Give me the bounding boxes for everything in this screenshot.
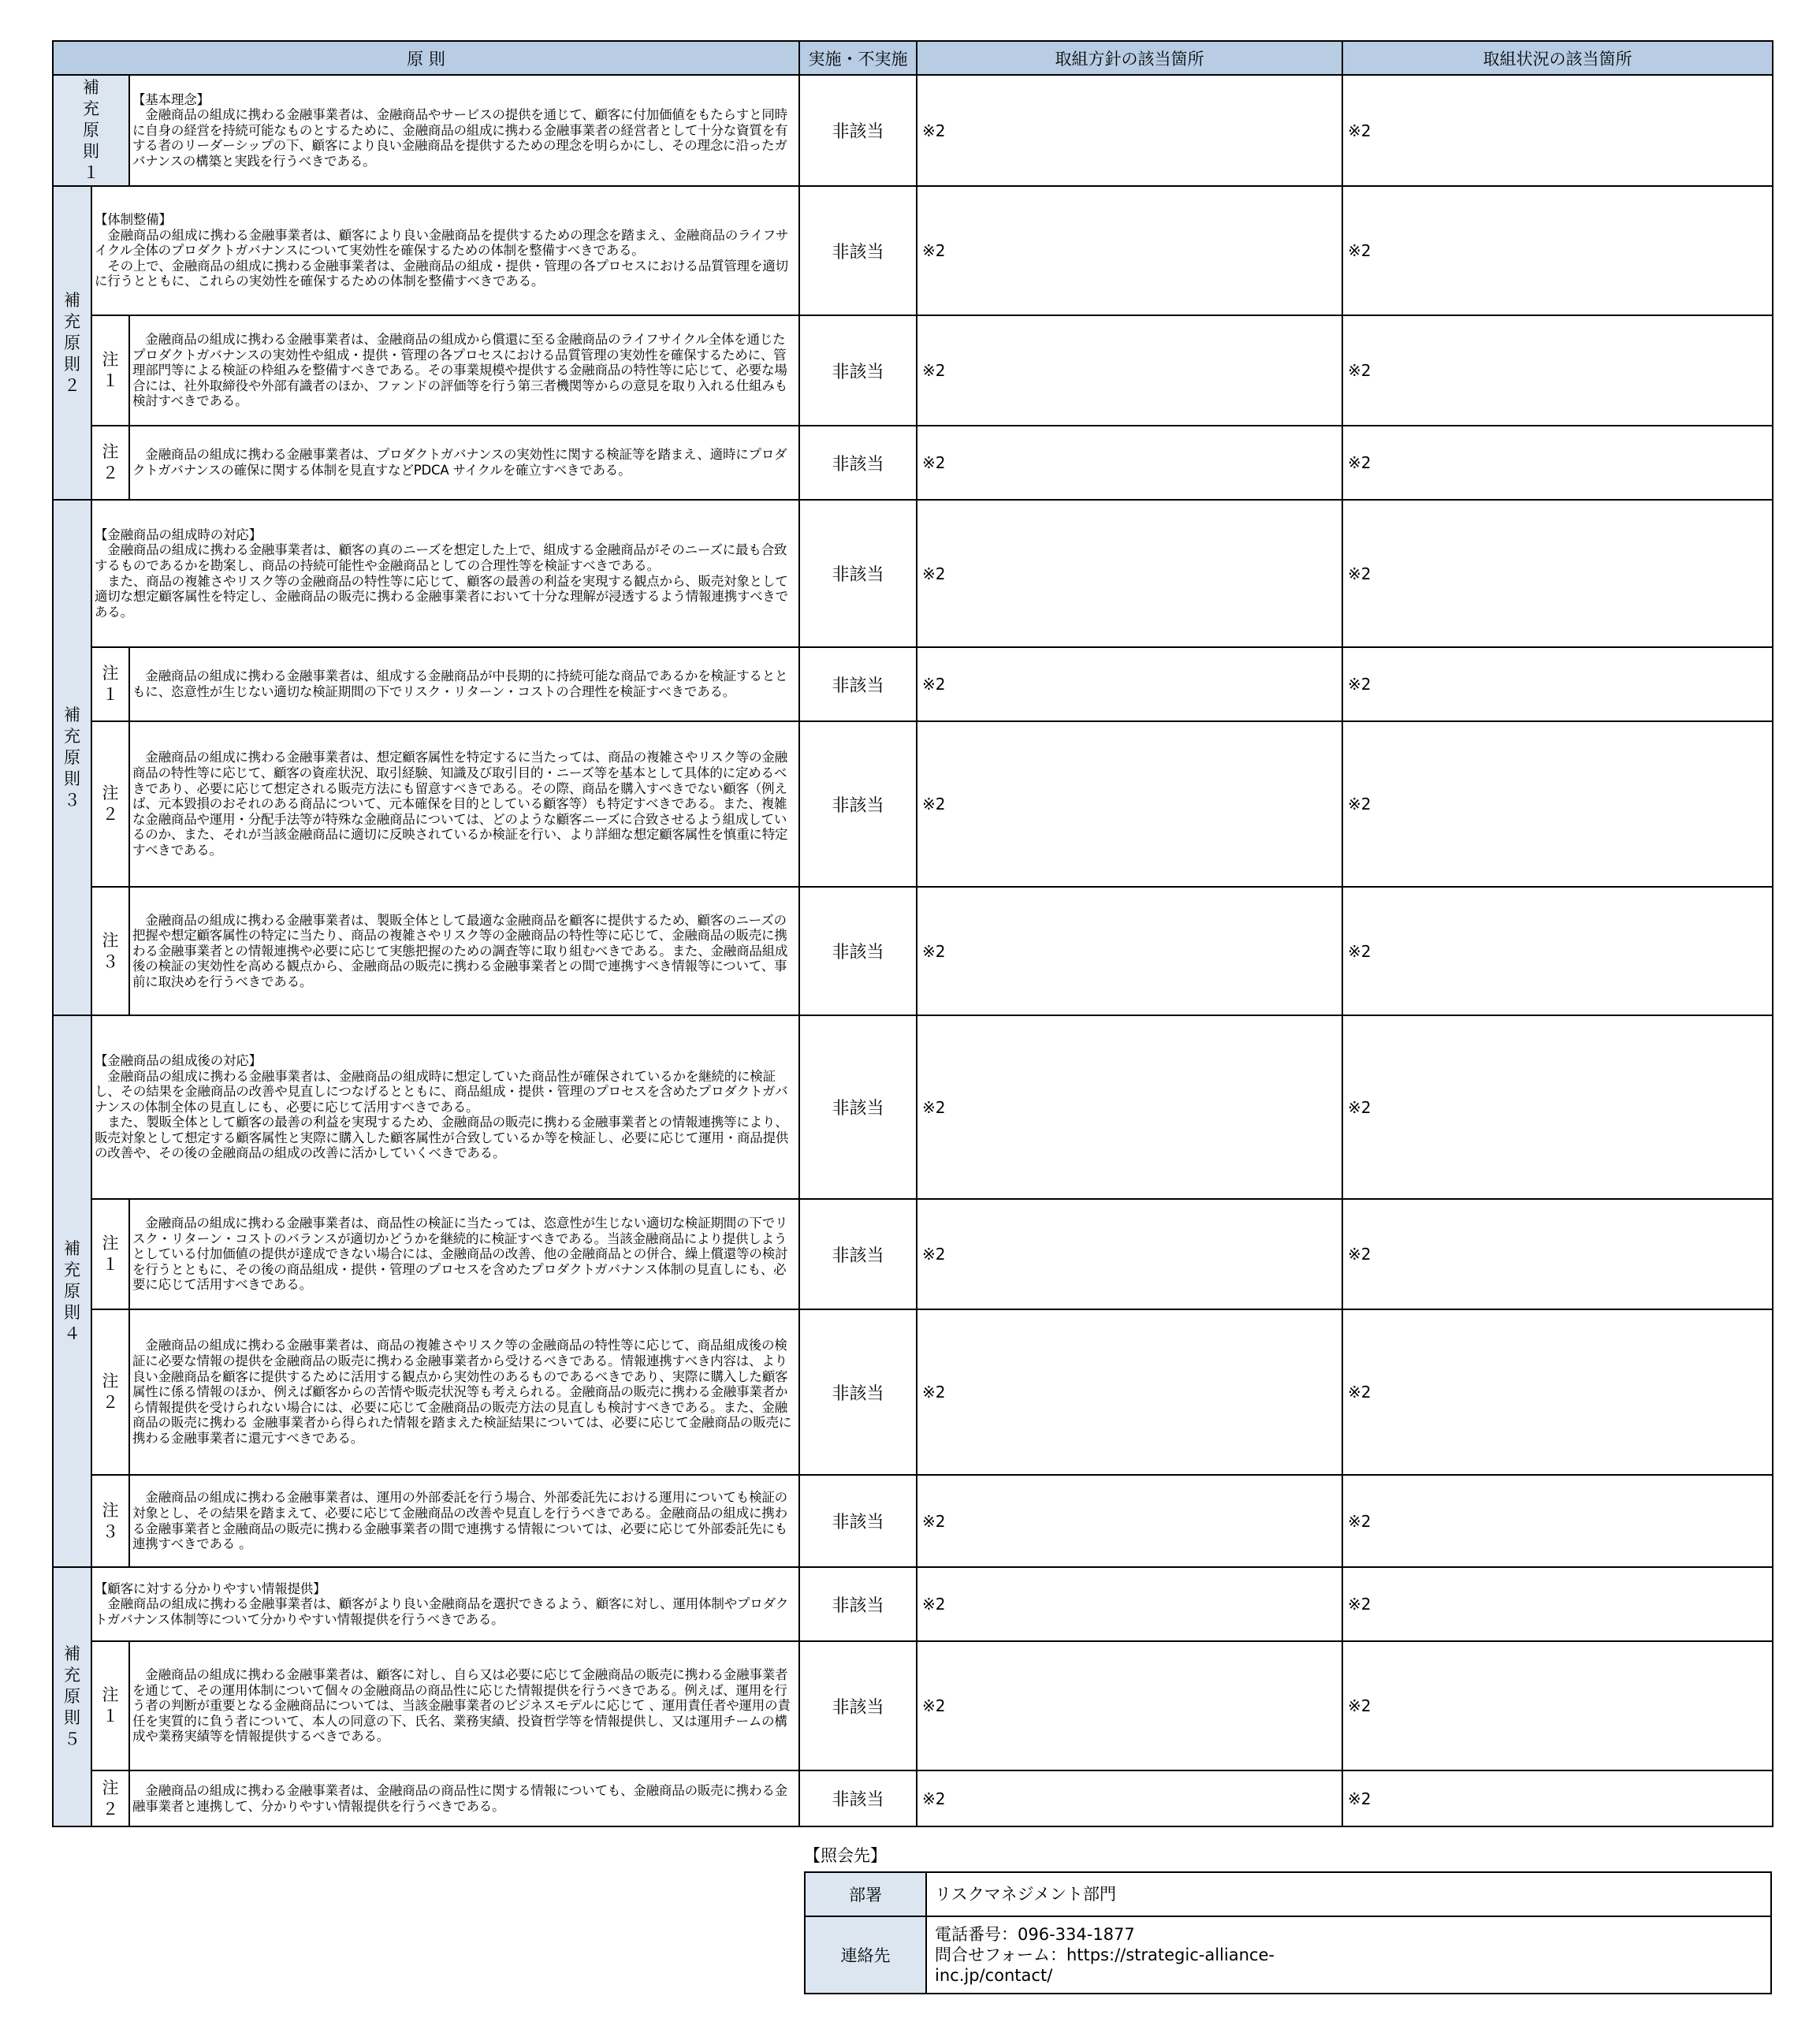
principle-text: 【金融商品の組成時の対応】 金融商品の組成に携わる金融事業者は、顧客の真のニーズを想定した上で、組成する金融商品がそのニーズに最も合致するものであるかを勘案し、商品の持続可能性や金融商品としての合理性等を検証すべきである。 また、商品の複雑さやリスク等の金融商品の特性等に応じて、顧客の最善の利益を実現する観点から、販売対象として適切な想定顧客属性を特定し、金融商品の販売に携わる金融事業者において十分な理解が浸透するよう情報連携すべきである。 [91, 500, 799, 647]
group-label: 補充原則４ [53, 1015, 91, 1567]
principles-table [52, 40, 1773, 1827]
principle-text: 【金融商品の組成後の対応】 金融商品の組成に携わる金融事業者は、金融商品の組成時に想定していた商品性が確保されているかを継続的に検証し、その結果を金融商品の改善や見直しにつなげるとともに、商品組成・提供・管理のプロセスを含めたプロダクトガバナンスの体制全体の見直しにも、必要に応じて活用すべきである。 また、製販全体として顧客の最善の利益を実現するため、金融商品の販売に携わる金融事業者との情報連携等により、販売対象として想定する顧客属性と実際に購入した顧客属性が合致しているか等を検証し、必要に応じて運用・商品提供の改善や、その後の金融商品の組成の改善に活かしていくべきである。 [91, 1015, 799, 1199]
status-ref: ※2 [1342, 721, 1773, 887]
note-label: 注１ [91, 1199, 129, 1309]
header-row [53, 41, 1773, 75]
policy-ref: ※2 [917, 1567, 1342, 1641]
group-label: 補充原則１ [53, 75, 129, 186]
group-label: 補充原則５ [53, 1567, 91, 1826]
principle-text: 【顧客に対する分かりやすい情報提供】 金融商品の組成に携わる金融事業者は、顧客がより良い金融商品を選択できるよう、顧客に対し、運用体制やプロダクトガバナンス体制等について分かりやすい情報提供を行うべきである。 [91, 1567, 799, 1641]
principle-text: 【基本理念】 金融商品の組成に携わる金融事業者は、金融商品やサービスの提供を通じて、顧客に付加価値をもたらすと同時に自身の経営を持続可能なものとするために、金融商品の組成に携わる金融事業者の経営者として十分な資質を有する者のリーダーシップの下、顧客により良い金融商品を提供するための理念を明らかにし、その理念に沿ったガバナンスの構築と実践を行うべきである。 [129, 75, 799, 186]
implementation-status: 非該当 [799, 1770, 917, 1826]
note-label: 注２ [91, 426, 129, 500]
policy-ref: ※2 [917, 426, 1342, 500]
implementation-status: 非該当 [799, 647, 917, 721]
dept-label: 部署 [805, 1872, 926, 1916]
policy-ref: ※2 [917, 186, 1342, 315]
table-row [53, 1641, 1773, 1770]
status-ref: ※2 [1342, 315, 1773, 426]
status-ref: ※2 [1342, 1475, 1773, 1567]
principle-text: 金融商品の組成に携わる金融事業者は、顧客に対し、自ら又は必要に応じて金融商品の販売に携わる金融事業者を通じて、その運用体制について個々の金融商品の商品性に応じた情報提供を行うべきである。例えば、運用を行う者の判断が重要となる金融商品については、当該金融事業者のビジネスモデルに応じて 、運用責任者や運用の責任を実質的に負う者について、本人の同意の下、氏名、業務実績、投資哲学等を情報提供し、又は運用チームの構成や業務実績等を情報提供するべきである。 [129, 1641, 799, 1770]
status-ref: ※2 [1342, 1015, 1773, 1199]
note-label: 注３ [91, 887, 129, 1015]
group-label: 補充原則２ [53, 186, 91, 500]
policy-ref: ※2 [917, 1770, 1342, 1826]
status-ref: ※2 [1342, 1309, 1773, 1475]
contact-label: 連絡先 [805, 1916, 926, 1994]
contact-dept-row [805, 1872, 1771, 1916]
contact-value [926, 1916, 1771, 1994]
table-row [53, 75, 1773, 186]
implementation-status: 非該当 [799, 315, 917, 426]
note-label: 注１ [91, 647, 129, 721]
status-ref: ※2 [1342, 1641, 1773, 1770]
note-label: 注２ [91, 721, 129, 887]
policy-ref: ※2 [917, 1015, 1342, 1199]
status-ref: ※2 [1342, 426, 1773, 500]
implementation-status: 非該当 [799, 1475, 917, 1567]
dept-value: リスクマネジメント部門 [926, 1872, 1771, 1916]
note-label: 注２ [91, 1309, 129, 1475]
table-row [53, 647, 1773, 721]
status-ref: ※2 [1342, 1199, 1773, 1309]
policy-ref: ※2 [917, 315, 1342, 426]
contact-form-line2[interactable]: inc.jp/contact/ [935, 1966, 1053, 1985]
policy-ref: ※2 [917, 1475, 1342, 1567]
implementation-status: 非該当 [799, 186, 917, 315]
table-row [53, 1475, 1773, 1567]
table-row [53, 1770, 1773, 1826]
note-label: 注３ [91, 1475, 129, 1567]
contact-info-row [805, 1916, 1771, 1994]
table-row [53, 315, 1773, 426]
policy-ref: ※2 [917, 647, 1342, 721]
policy-ref: ※2 [917, 1641, 1342, 1770]
policy-ref: ※2 [917, 887, 1342, 1015]
principle-text: 金融商品の組成に携わる金融事業者は、商品の複雑さやリスク等の金融商品の特性等に応じて、商品組成後の検証に必要な情報の提供を金融商品の販売に携わる金融事業者から受けるべきである。情報連携すべき内容は、より良い金融商品を顧客に提供するために活用する観点から実効性のあるものであるべきであり、実際に購入した顧客属性に係る情報のほか、例えば顧客からの苦情や販売状況等も考えられる。金融商品の販売に携わる金融事業者から情報提供を受けられない場合には、必要に応じて金融商品の販売方法の見直しも検討すべきである。また、金融商品の販売に携わる 金融事業者から得られた情報を踏まえた検証結果については、必要に応じて金融商品の販売に携わる金融事業者に還元すべきである。 [129, 1309, 799, 1475]
table-row [53, 186, 1773, 315]
header-status-ref: 取組状況の該当箇所 [1342, 41, 1773, 75]
table-row [53, 426, 1773, 500]
table-row [53, 721, 1773, 887]
principle-text: 金融商品の組成に携わる金融事業者は、プロダクトガバナンスの実効性に関する検証等を踏まえ、適時にプロダクトガバナンスの確保に関する体制を見直すなどPDCA サイクルを確立すべきである。 [129, 426, 799, 500]
status-ref: ※2 [1342, 647, 1773, 721]
principle-text: 金融商品の組成に携わる金融事業者は、商品性の検証に当たっては、恣意性が生じない適切な検証期間の下でリスク・リターン・コストのバランスが適切かどうかを継続的に検証すべきである。当該金融商品により提供しようとしている付加価値の提供が達成できない場合には、金融商品の改善、他の金融商品との併合、繰上償還等の検討を行うとともに、その後の商品組成・提供・管理のプロセスを含めたプロダクトガバナンス体制の見直しにも、必要に応じて活用すべきである。 [129, 1199, 799, 1309]
principle-text: 金融商品の組成に携わる金融事業者は、金融商品の商品性に関する情報についても、金融商品の販売に携わる金融事業者と連携して、分かりやすい情報提供を行うべきである。 [129, 1770, 799, 1826]
principle-text: 金融商品の組成に携わる金融事業者は、運用の外部委託を行う場合、外部委託先における運用についても検証の対象とし、その結果を踏まえて、必要に応じて金融商品の改善や見直しを行うべきである。金融商品の組成に携わる金融事業者と金融商品の販売に携わる金融事業者の間で連携する情報については、必要に応じて外部委託先にも連携すべきである 。 [129, 1475, 799, 1567]
table-row [53, 500, 1773, 647]
contact-form-line1[interactable]: 問合せフォーム：https://strategic-alliance- [935, 1945, 1275, 1964]
status-ref: ※2 [1342, 500, 1773, 647]
table-row [53, 1567, 1773, 1641]
contact-title: 【照会先】 [804, 1846, 887, 1865]
header-policy-ref: 取組方針の該当箇所 [917, 41, 1342, 75]
header-principle: 原 則 [53, 41, 799, 75]
table-row [53, 887, 1773, 1015]
contact-table [804, 1871, 1772, 1994]
implementation-status: 非該当 [799, 1641, 917, 1770]
table-row [53, 1199, 1773, 1309]
contact-form-url[interactable] [935, 1945, 1762, 1986]
table-row [53, 1309, 1773, 1475]
status-ref: ※2 [1342, 1567, 1773, 1641]
group-label: 補充原則３ [53, 500, 91, 1015]
principle-text: 【体制整備】 金融商品の組成に携わる金融事業者は、顧客により良い金融商品を提供するための理念を踏まえ、金融商品のライフサイクル全体のプロダクトガバナンスについて実効性を確保するための体制を整備すべきである。 その上で、金融商品の組成に携わる金融事業者は、金融商品の組成・提供・管理の各プロセスにおける品質管理を適切に行うとともに、これらの実効性を確保するための体制を整備すべきである。 [91, 186, 799, 315]
phone-number: 電話番号：096-334-1877 [935, 1925, 1135, 1944]
header-implementation: 実施・不実施 [799, 41, 917, 75]
note-label: 注１ [91, 315, 129, 426]
principle-text: 金融商品の組成に携わる金融事業者は、組成する金融商品が中長期的に持続可能な商品であるかを検証するとともに、恣意性が生じない適切な検証期間の下でリスク・リターン・コストの合理性を検証すべきである。 [129, 647, 799, 721]
implementation-status: 非該当 [799, 500, 917, 647]
status-ref: ※2 [1342, 75, 1773, 186]
implementation-status: 非該当 [799, 721, 917, 887]
note-label: 注１ [91, 1641, 129, 1770]
implementation-status: 非該当 [799, 1015, 917, 1199]
policy-ref: ※2 [917, 1309, 1342, 1475]
implementation-status: 非該当 [799, 887, 917, 1015]
status-ref: ※2 [1342, 887, 1773, 1015]
implementation-status: 非該当 [799, 75, 917, 186]
status-ref: ※2 [1342, 1770, 1773, 1826]
policy-ref: ※2 [917, 500, 1342, 647]
table-row [53, 1015, 1773, 1199]
implementation-status: 非該当 [799, 1199, 917, 1309]
policy-ref: ※2 [917, 1199, 1342, 1309]
implementation-status: 非該当 [799, 426, 917, 500]
policy-ref: ※2 [917, 75, 1342, 186]
implementation-status: 非該当 [799, 1567, 917, 1641]
principle-text: 金融商品の組成に携わる金融事業者は、想定顧客属性を特定するに当たっては、商品の複雑さやリスク等の金融商品の特性等に応じて、顧客の資産状況、取引経験、知識及び取引目的・ニーズ等を基本として具体的に定めるべきであり、必要に応じて想定される販売方法にも留意すべきである。その際、商品を購入すべきでない顧客（例えば、元本毀損のおそれのある商品について、元本確保を目的としている顧客等）も特定すべきである。また、複雑な金融商品や運用・分配手法等が特殊な金融商品については、どのような顧客ニーズに合致させるよう組成しているのか、また、それが当該金融商品に適切に反映されているか検証を行い、より詳細な想定顧客属性を慎重に特定すべきである。 [129, 721, 799, 887]
principle-text: 金融商品の組成に携わる金融事業者は、製販全体として最適な金融商品を顧客に提供するため、顧客のニーズの把握や想定顧客属性の特定に当たり、商品の複雑さやリスク等の金融商品の特性等に応じて、金融商品の販売に携わる金融事業者との情報連携や必要に応じて実態把握のための調査等に取り組むべきである。また、金融商品組成後の検証の実効性を高める観点から、金融商品の販売に携わる金融事業者との間で連携すべき情報等について、事前に取決めを行うべきである。 [129, 887, 799, 1015]
policy-ref: ※2 [917, 721, 1342, 887]
implementation-status: 非該当 [799, 1309, 917, 1475]
note-label: 注２ [91, 1770, 129, 1826]
status-ref: ※2 [1342, 186, 1773, 315]
principle-text: 金融商品の組成に携わる金融事業者は、金融商品の組成から償還に至る金融商品のライフサイクル全体を通じたプロダクトガバナンスの実効性や組成・提供・管理の各プロセスにおける品質管理の実効性を確保するために、管理部門等による検証の枠組みを整備すべきである。その事業規模や提供する金融商品の特性等に応じて、必要な場合には、社外取締役や外部有識者のほか、ファンドの評価等を行う第三者機関等からの意見を取り入れる仕組みも検討すべきである。 [129, 315, 799, 426]
